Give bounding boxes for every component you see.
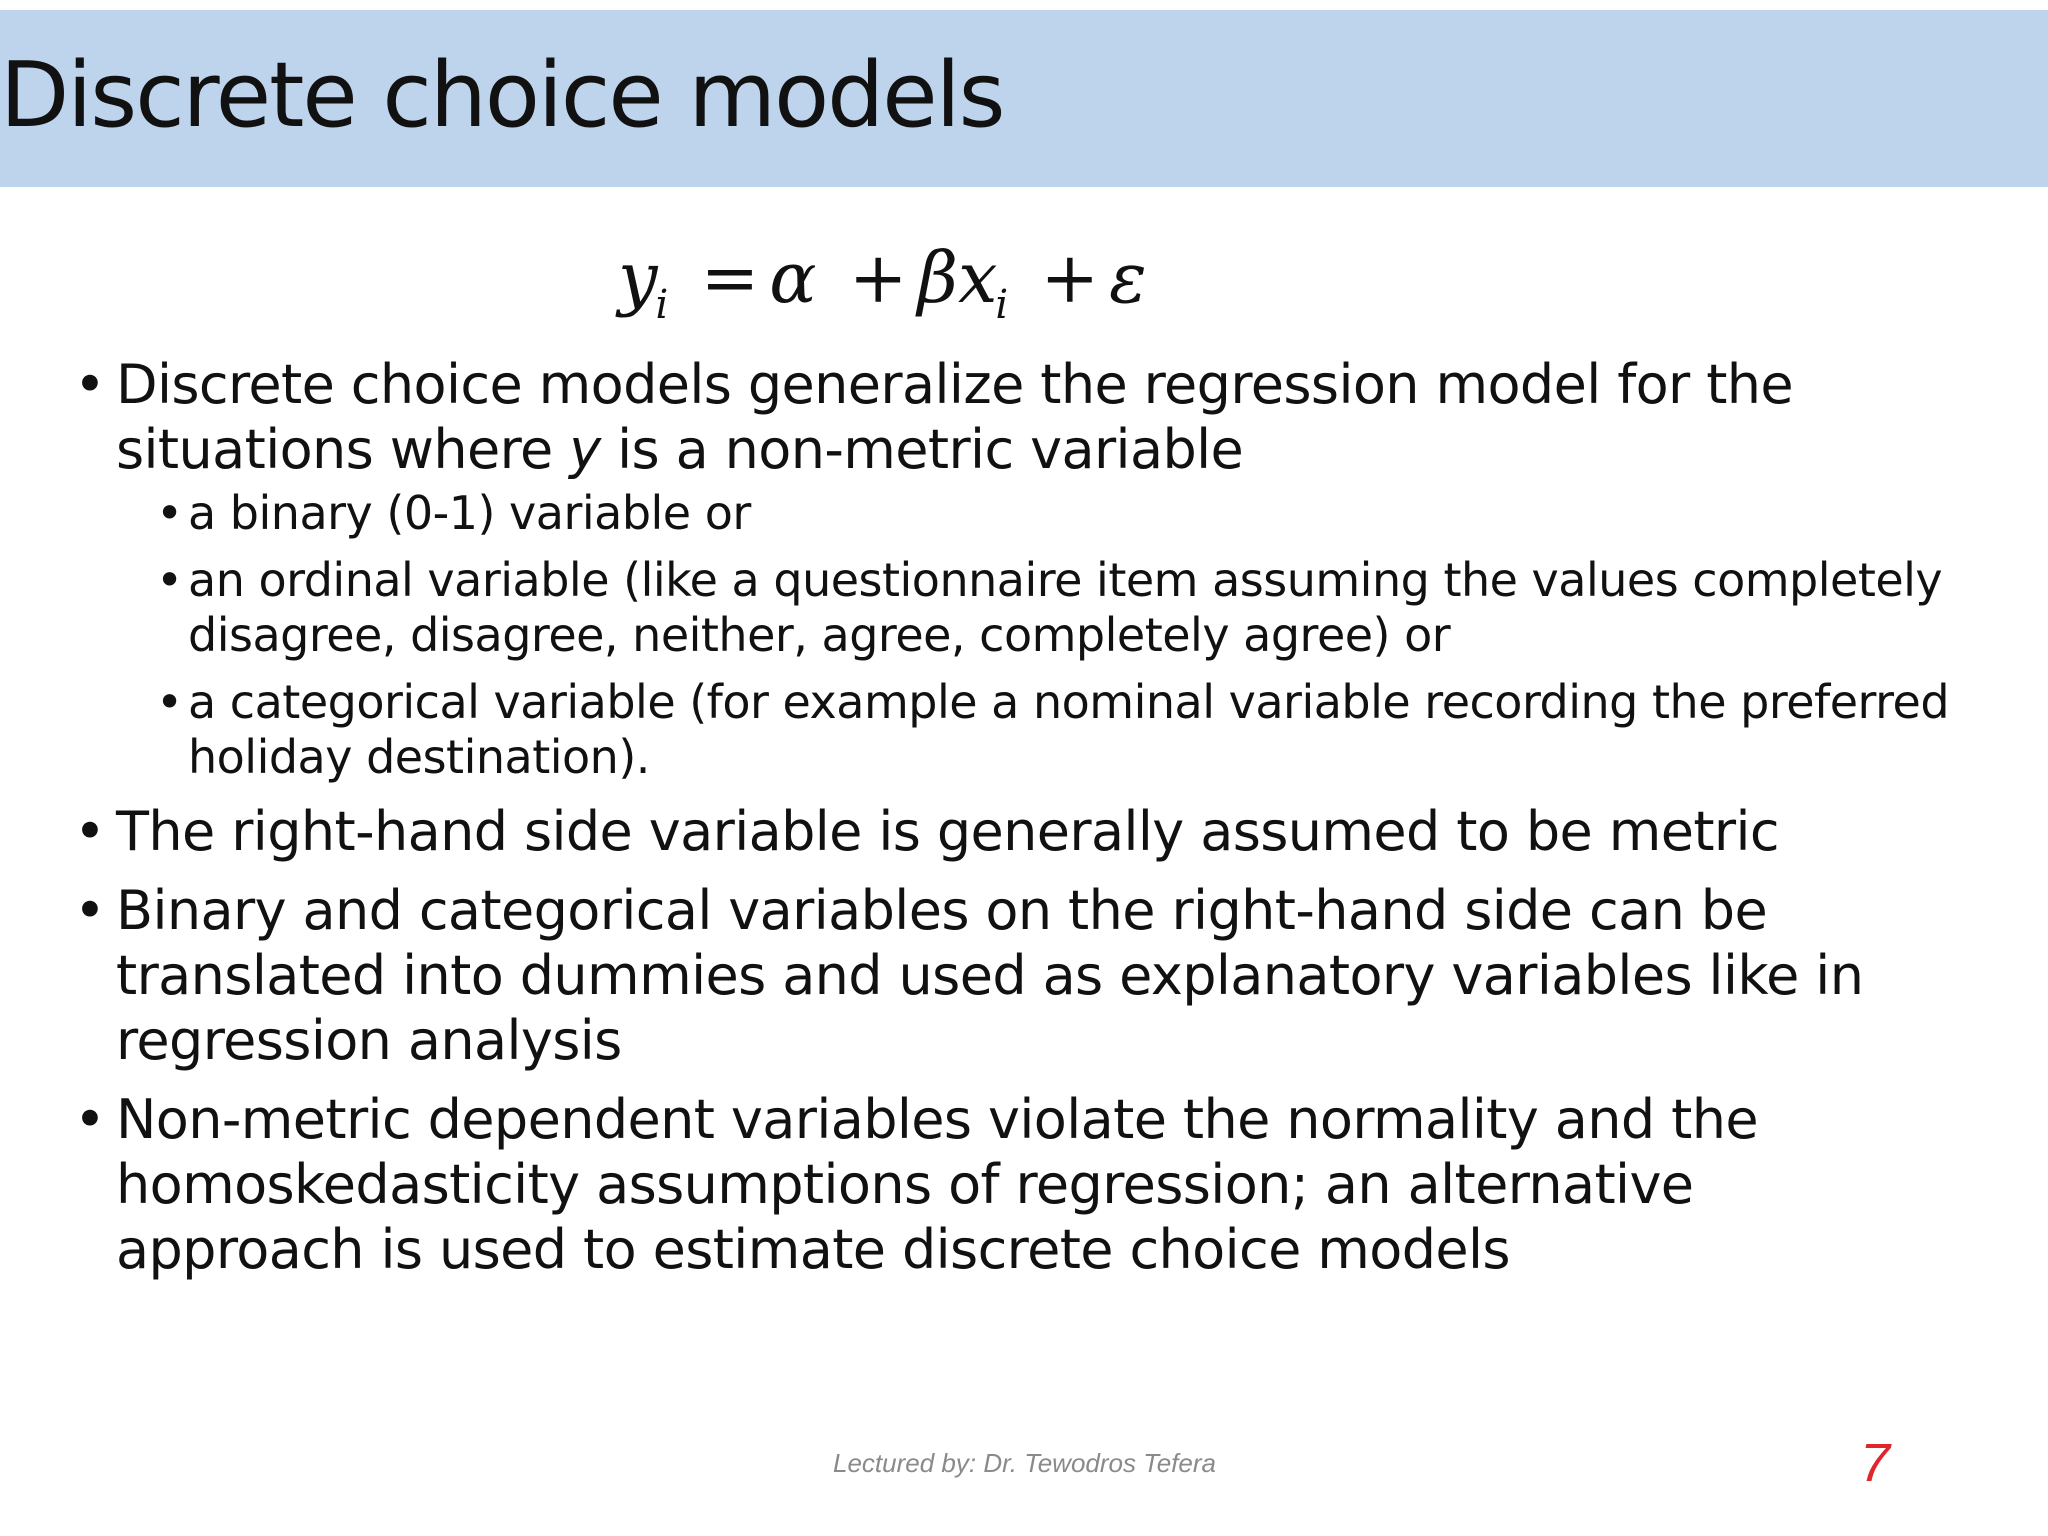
formula-beta: β [917, 237, 958, 319]
bullet-item [74, 1087, 1994, 1282]
sub-bullet-list [74, 486, 1994, 785]
bullet-dot-icon: • [156, 675, 183, 729]
bullet-text: Non-metric dependent variables violate the normality and the homoskedasticity assumptions of regression; an alternative approach is used to estimate discrete choice models [116, 1088, 1758, 1281]
bullet-item [74, 352, 1994, 785]
formula-y-subscript: i [655, 282, 669, 328]
formula-plus: + [848, 237, 908, 319]
bullet-item [74, 799, 1994, 864]
regression-formula [618, 233, 1147, 350]
sub-bullet-text: a binary (0-1) variable or [188, 486, 751, 540]
sub-bullet-text: a categorical variable (for example a nominal variable recording the preferred holiday destination). [188, 675, 1950, 784]
slide-title: Discrete choice models [0, 43, 1004, 148]
bullet-dot-icon: • [74, 879, 106, 942]
formula-plus: + [1040, 237, 1100, 319]
formula-y: y [618, 237, 658, 319]
bullet-text-part: Discrete choice models generalize the regression model for the situations where [116, 353, 1794, 481]
bullet-dot-icon: • [74, 353, 106, 416]
formula-x: x [957, 237, 998, 319]
bullet-text: The right-hand side variable is generally assumed to be metric [116, 800, 1780, 863]
sub-bullet-item [74, 675, 1994, 785]
footer-lecturer: Lectured by: Dr. Tewodros Tefera [833, 1448, 1216, 1478]
bullet-dot-icon: • [156, 486, 183, 540]
bullet-emphasis: y [569, 418, 601, 481]
formula-alpha: α [769, 237, 817, 319]
bullet-list [74, 352, 1994, 1296]
bullet-dot-icon: • [74, 1088, 106, 1151]
page-number: 7 [1860, 1433, 1891, 1493]
sub-bullet-text: an ordinal variable (like a questionnaire item assuming the values completely disagree, disagree, neither, agree, completely agree) or [188, 553, 1943, 662]
formula-epsilon: ε [1109, 237, 1147, 319]
sub-bullet-item [74, 486, 1994, 541]
bullet-item [74, 878, 1994, 1073]
bullet-text [116, 353, 1793, 481]
sub-bullet-item [74, 553, 1994, 663]
formula-x-subscript: i [995, 282, 1009, 328]
bullet-dot-icon: • [74, 800, 106, 863]
bullet-text: Binary and categorical variables on the right-hand side can be translated into dummies and used as explanatory variables like in regression analysis [116, 879, 1864, 1072]
bullet-dot-icon: • [156, 553, 183, 607]
bullet-text-part: is a non-metric variable [600, 418, 1244, 481]
formula-equals: = [700, 237, 760, 319]
